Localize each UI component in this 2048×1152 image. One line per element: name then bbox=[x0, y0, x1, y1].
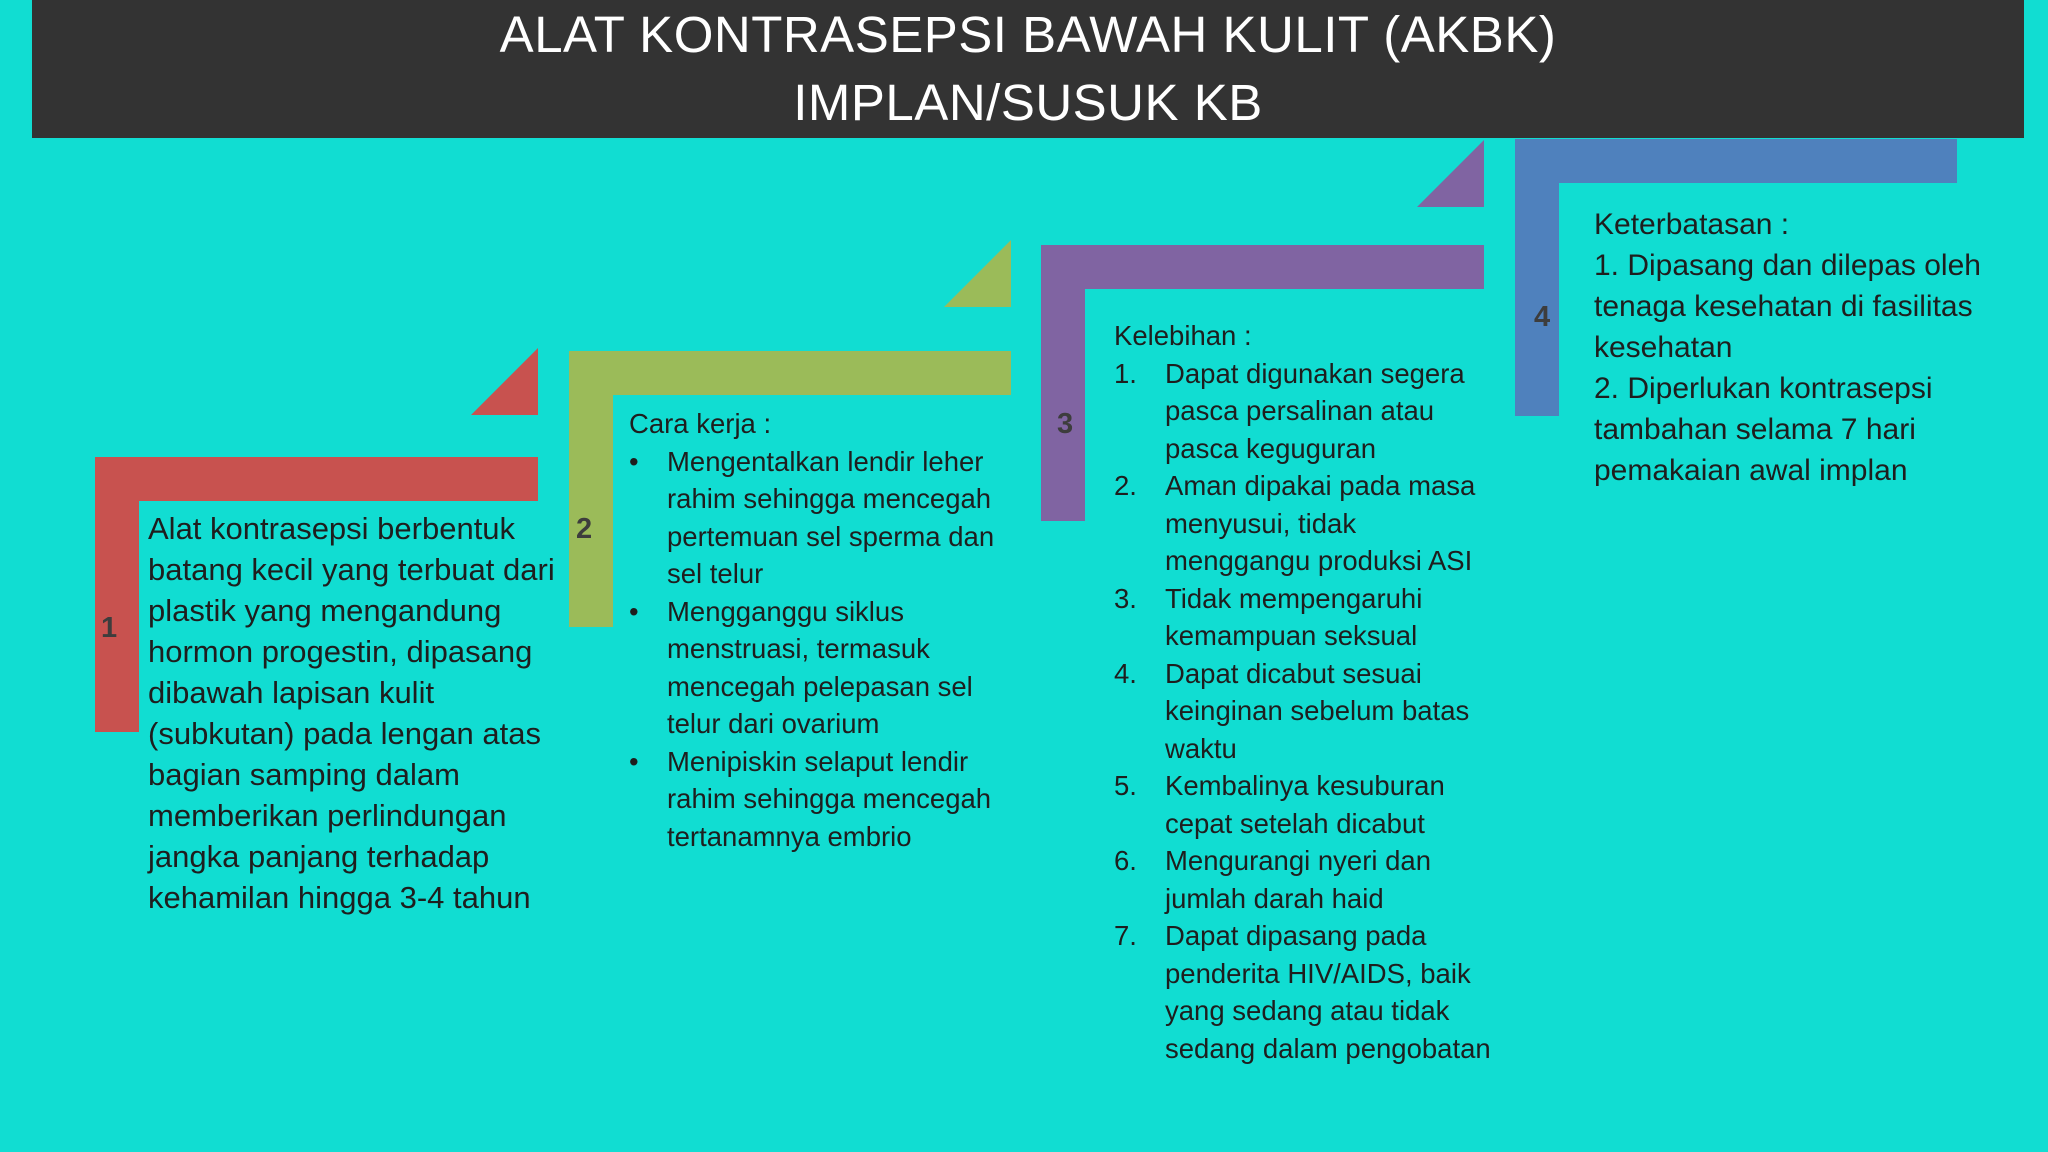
title-line-1: ALAT KONTRASEPSI BAWAH KULIT (AKBK) bbox=[499, 6, 1557, 63]
step-2-content bbox=[629, 405, 1029, 855]
step-4-heading: Keterbatasan : bbox=[1594, 208, 1790, 241]
step-3-content bbox=[1114, 317, 1504, 1067]
step-2-top-bar bbox=[569, 351, 1011, 395]
list-item: • Mengentalkan lendir leher rahim sehingga mencegah pertemuan sel sperma dan sel telur bbox=[629, 443, 1029, 593]
step-4-number: 4 bbox=[1534, 301, 1551, 333]
list-item: 3. Tidak mempengaruhi kemampuan seksual bbox=[1114, 582, 1423, 651]
step-3-side-bar bbox=[1041, 245, 1085, 521]
step-2-side-bar bbox=[569, 351, 613, 627]
step-4-content bbox=[1594, 204, 1994, 491]
step-1-number: 1 bbox=[101, 612, 118, 644]
step-3-triangle bbox=[1417, 140, 1484, 207]
step-2-list bbox=[629, 443, 1029, 856]
step-3-list bbox=[1114, 355, 1504, 1068]
step-4-top-bar bbox=[1515, 139, 1957, 183]
list-item: • Mengganggu siklus menstruasi, termasuk mencegah pelepasan sel telur dari ovarium bbox=[629, 593, 1029, 743]
step-3-top-bar bbox=[1041, 245, 1484, 289]
list-item: • Menipiskin selaput lendir rahim sehingga mencegah tertanamnya embrio bbox=[629, 743, 1029, 856]
title-line-2: IMPLAN/SUSUK KB bbox=[793, 74, 1263, 131]
step-1-triangle bbox=[471, 348, 538, 415]
step-1-top-bar bbox=[95, 457, 538, 501]
step-3-heading: Kelebihan : bbox=[1114, 320, 1252, 351]
list-item: 2. Aman dipakai pada masa menyusui, tidak menggangu produksi ASI bbox=[1114, 470, 1476, 576]
list-item: 6. Mengurangi nyeri dan jumlah darah haid bbox=[1114, 845, 1432, 914]
list-item: 4. Dapat dicabut sesuai keinginan sebelum batas waktu bbox=[1114, 657, 1470, 764]
list-item: 1. Dapat digunakan segera pasca persalinan atau pasca keguguran bbox=[1114, 357, 1465, 464]
list-item: 2. Diperlukan kontrasepsi tambahan selama 7 hari pemakaian awal implan bbox=[1594, 372, 1933, 487]
step-4-side-bar bbox=[1515, 139, 1559, 416]
list-item: 5. Kembalinya kesuburan cepat setelah dicabut bbox=[1114, 770, 1445, 839]
step-2-triangle bbox=[944, 240, 1011, 307]
list-item: 1. Dipasang dan dilepas oleh tenaga kesehatan di fasilitas kesehatan bbox=[1594, 249, 1981, 364]
slide-header bbox=[32, 0, 2024, 138]
step-3-number: 3 bbox=[1057, 408, 1074, 440]
list-item: 7. Dapat dipasang pada penderita HIV/AIDS, baik yang sedang atau tidak sedang dalam pengobatan bbox=[1114, 920, 1491, 1064]
step-1-description: Alat kontrasepsi berbentuk batang kecil yang terbuat dari plastik yang mengandung hormon progestin, dipasang dibawah lapisan kulit (subkutan) pada lengan atas bagian samping dalam memberikan perlindungan jangka panjang terhadap kehamilan hingga 3-4 tahun bbox=[148, 511, 555, 915]
step-2-heading: Cara kerja : bbox=[629, 408, 772, 439]
step-1-side-bar bbox=[95, 457, 139, 732]
step-2-number: 2 bbox=[576, 513, 593, 545]
